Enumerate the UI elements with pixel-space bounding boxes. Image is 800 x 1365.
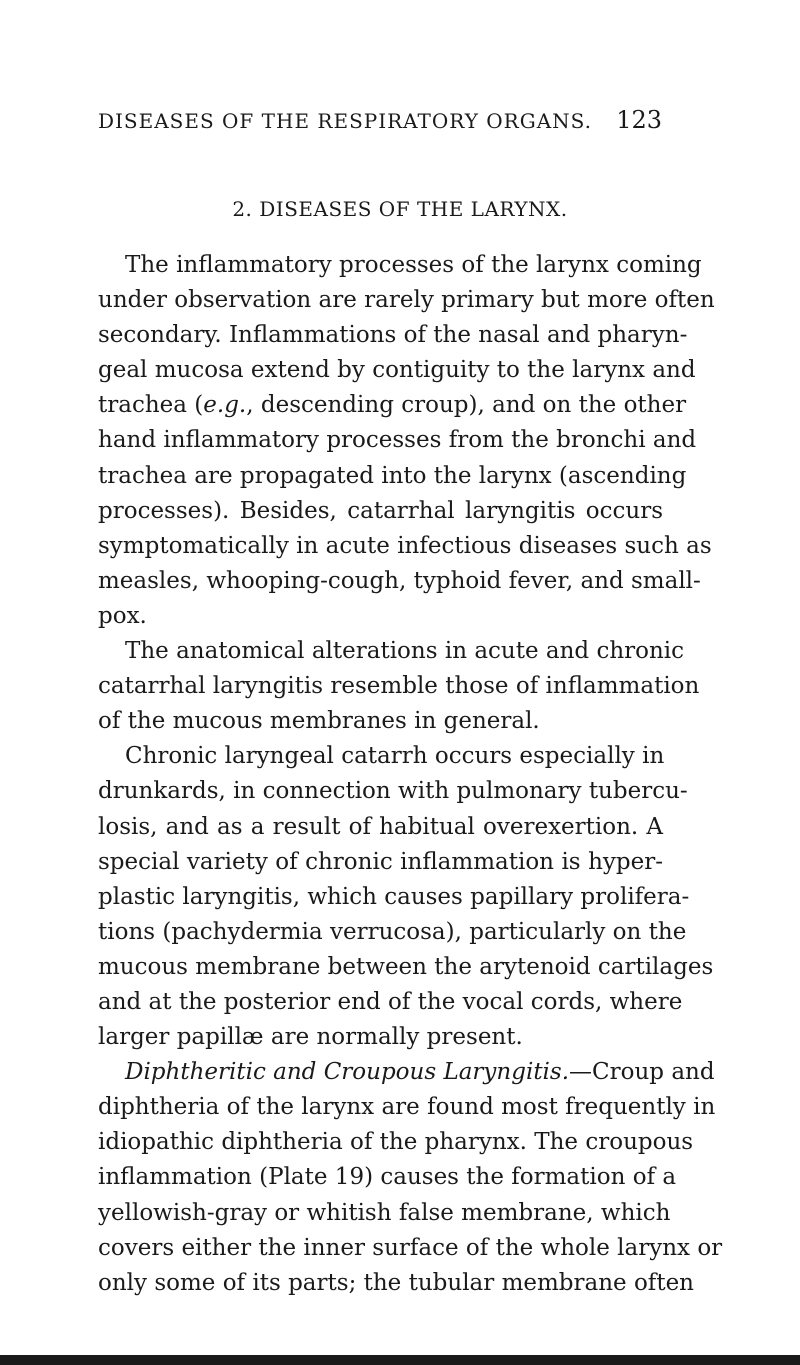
running-head (98, 106, 662, 136)
text-line: catarrhal laryngitis resemble those of inflammation (98, 673, 700, 700)
text-line: The inflammatory processes of the larynx coming (125, 252, 702, 278)
text-line: covers either the inner surface of the whole larynx or (98, 1234, 723, 1261)
text-line: symptomatically in acute infectious diseases such as (98, 532, 712, 559)
text-line: special variety of chronic inflammation is hyper- (98, 848, 663, 875)
text-line: tions (pachydermia verrucosa), particularly on the (98, 918, 687, 945)
text-line: diphtheria of the larynx are found most frequently in (98, 1094, 716, 1121)
text-line: pox. (98, 602, 147, 629)
text-line: plastic laryngitis, which causes papillary prolifera- (98, 883, 690, 910)
running-title: DISEASES OF THE RESPIRATORY ORGANS. (98, 109, 592, 133)
text-line (98, 388, 687, 423)
text-line: idiopathic diphtheria of the pharynx. The croupous (98, 1129, 694, 1156)
text-line: losis, and as a result of habitual overexertion. A (98, 813, 663, 840)
text-line: larger papillæ are normally present. (98, 1024, 523, 1051)
text-line: only some of its parts; the tubular membrane often (98, 1269, 694, 1296)
text-line: secondary. Inflammations of the nasal and pharyn- (98, 322, 688, 349)
text-line: trachea are propagated into the larynx (ascending (98, 462, 687, 489)
italic-abbreviation: e.g. (203, 392, 247, 419)
text-line: of the mucous membranes in general. (98, 708, 540, 735)
text-line: Chronic laryngeal catarrh occurs especially in (125, 743, 665, 770)
text-run: , descending croup), and on the other (246, 392, 687, 419)
italic-subheading: Diphtheritic and Croupous Laryngitis. (125, 1059, 570, 1086)
text-run: trachea ( (98, 392, 204, 419)
text-line: processes). Besides, catarrhal laryngitis occurs (98, 497, 663, 524)
text-line: hand inflammatory processes from the bronchi and (98, 427, 697, 454)
text-line: and at the posterior end of the vocal cords, where (98, 988, 683, 1015)
text-line: inflammation (Plate 19) causes the formation of a (98, 1164, 677, 1191)
text-line: under observation are rarely primary but more often (98, 287, 715, 314)
page-number: 123 (616, 106, 662, 134)
text-line: mucous membrane between the arytenoid cartilages (98, 953, 714, 980)
text-line: The anatomical alterations in acute and chronic (125, 638, 685, 665)
text-line (98, 1055, 715, 1090)
page-edge-rule (0, 1355, 800, 1365)
text-line: measles, whooping-cough, typhoid fever, and small- (98, 567, 701, 594)
text-line: drunkards, in connection with pulmonary tubercu- (98, 778, 688, 805)
text-run: —Croup and (569, 1059, 715, 1086)
section-heading: 2. DISEASES OF THE LARYNX. (232, 197, 568, 221)
text-line: yellowish-gray or whitish false membrane, which (98, 1199, 671, 1226)
body-text (98, 248, 723, 1301)
text-line: geal mucosa extend by contiguity to the larynx and (98, 357, 696, 384)
